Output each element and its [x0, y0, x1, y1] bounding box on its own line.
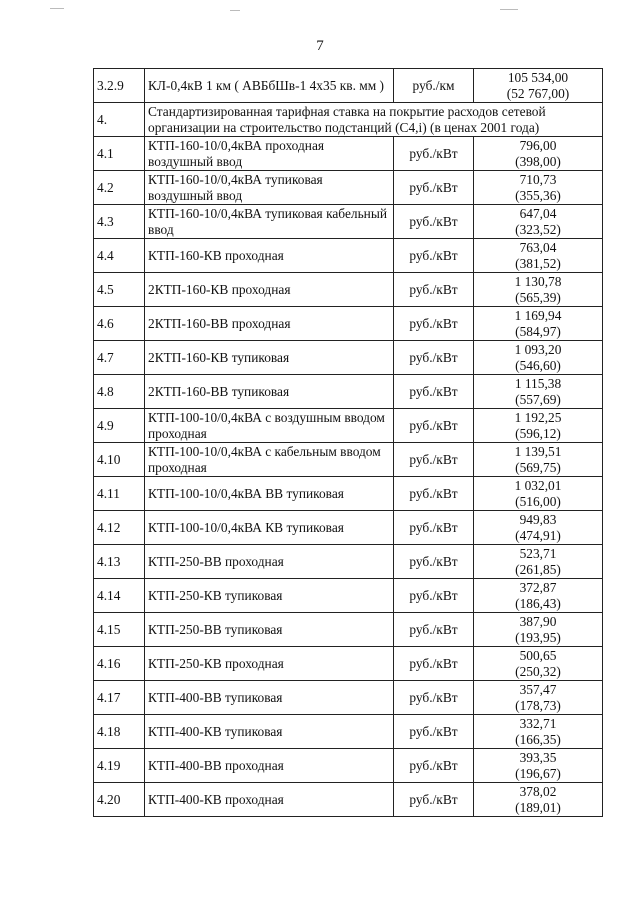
row-number: 4.20	[94, 783, 145, 817]
item-name: КТП-400-КВ проходная	[145, 783, 394, 817]
item-name: 2КТП-160-КВ проходная	[145, 273, 394, 307]
value-cell	[474, 783, 603, 817]
table-row	[94, 205, 603, 239]
unit-cell: руб./кВт	[394, 579, 474, 613]
price-value-alt: (166,35)	[515, 731, 561, 747]
unit-cell: руб./кВт	[394, 375, 474, 409]
row-number: 4.4	[94, 239, 145, 273]
table-row	[94, 375, 603, 409]
item-name: КТП-250-КВ тупиковая	[145, 579, 394, 613]
unit-cell: руб./кВт	[394, 613, 474, 647]
unit-cell: руб./км	[394, 69, 474, 103]
value-cell	[474, 69, 603, 103]
unit-cell: руб./кВт	[394, 205, 474, 239]
scan-speck	[50, 8, 64, 9]
table-row	[94, 443, 603, 477]
price-value: 796,00	[519, 138, 557, 153]
unit-cell: руб./кВт	[394, 783, 474, 817]
scan-speck	[500, 9, 518, 10]
price-value: 387,90	[519, 614, 557, 629]
tariff-table	[93, 68, 603, 817]
price-value: 763,04	[519, 240, 557, 255]
table-row	[94, 307, 603, 341]
table-row	[94, 171, 603, 205]
item-name: КТП-400-ВВ тупиковая	[145, 681, 394, 715]
tariff-table-body	[94, 69, 603, 817]
table-row	[94, 783, 603, 817]
item-name: КТП-250-КВ проходная	[145, 647, 394, 681]
item-name: КТП-100-10/0,4кВА ВВ тупиковая	[145, 477, 394, 511]
price-value-alt: (189,01)	[515, 799, 561, 815]
unit-cell: руб./кВт	[394, 681, 474, 715]
row-number: 4.7	[94, 341, 145, 375]
price-value: 332,71	[519, 716, 557, 731]
table-row	[94, 239, 603, 273]
price-value: 372,87	[519, 580, 557, 595]
unit-cell: руб./кВт	[394, 545, 474, 579]
value-cell	[474, 477, 603, 511]
row-number: 4.18	[94, 715, 145, 749]
row-number: 4.12	[94, 511, 145, 545]
price-value: 1 032,01	[514, 478, 562, 493]
price-value: 1 115,38	[514, 376, 562, 391]
unit-cell: руб./кВт	[394, 477, 474, 511]
item-name: КТП-400-ВВ проходная	[145, 749, 394, 783]
price-value: 378,02	[519, 784, 557, 799]
value-cell	[474, 647, 603, 681]
page-number: 7	[316, 38, 324, 54]
row-number: 4.17	[94, 681, 145, 715]
row-number: 4.15	[94, 613, 145, 647]
item-name: КТП-100-10/0,4кВА с кабельным вводом проходная	[145, 443, 394, 477]
table-row	[94, 341, 603, 375]
price-value-alt: (178,73)	[515, 697, 561, 713]
row-number: 4.1	[94, 137, 145, 171]
price-value-alt: (193,95)	[515, 629, 561, 645]
price-value-alt: (52 767,00)	[506, 85, 570, 101]
scan-speck	[230, 10, 240, 11]
row-number: 4.19	[94, 749, 145, 783]
value-cell	[474, 443, 603, 477]
price-value-alt: (323,52)	[515, 221, 561, 237]
unit-cell: руб./кВт	[394, 443, 474, 477]
unit-cell: руб./кВт	[394, 511, 474, 545]
value-cell	[474, 375, 603, 409]
table-row	[94, 409, 603, 443]
item-name: КТП-160-10/0,4кВА тупиковая воздушный ввод	[145, 171, 394, 205]
price-value-alt: (381,52)	[515, 255, 561, 271]
value-cell	[474, 715, 603, 749]
price-value: 1 192,25	[514, 410, 562, 425]
unit-cell: руб./кВт	[394, 341, 474, 375]
row-number: 3.2.9	[94, 69, 145, 103]
price-value-alt: (398,00)	[515, 153, 561, 169]
value-cell	[474, 613, 603, 647]
price-value: 1 169,94	[514, 308, 562, 323]
row-number: 4.8	[94, 375, 145, 409]
price-value: 1 139,51	[514, 444, 562, 459]
table-row	[94, 613, 603, 647]
row-number: 4.11	[94, 477, 145, 511]
price-value: 949,83	[519, 512, 557, 527]
price-value-alt: (196,67)	[515, 765, 561, 781]
price-value-alt: (516,00)	[515, 493, 561, 509]
table-row	[94, 749, 603, 783]
section-row	[94, 103, 603, 137]
value-cell	[474, 307, 603, 341]
item-name: КТП-100-10/0,4кВА КВ тупиковая	[145, 511, 394, 545]
unit-cell: руб./кВт	[394, 307, 474, 341]
row-number: 4.16	[94, 647, 145, 681]
value-cell	[474, 545, 603, 579]
table-row	[94, 273, 603, 307]
price-value-alt: (565,39)	[515, 289, 561, 305]
price-value: 523,71	[519, 546, 557, 561]
unit-cell: руб./кВт	[394, 273, 474, 307]
price-value: 1 130,78	[514, 274, 562, 289]
price-value-alt: (355,36)	[515, 187, 561, 203]
row-number: 4.3	[94, 205, 145, 239]
item-name: КТП-100-10/0,4кВА с воздушным вводом проходная	[145, 409, 394, 443]
item-name: 2КТП-160-КВ тупиковая	[145, 341, 394, 375]
value-cell	[474, 511, 603, 545]
table-row	[94, 715, 603, 749]
table-row	[94, 477, 603, 511]
unit-cell: руб./кВт	[394, 171, 474, 205]
price-value-alt: (569,75)	[515, 459, 561, 475]
price-value-alt: (186,43)	[515, 595, 561, 611]
price-value-alt: (596,12)	[515, 425, 561, 441]
unit-cell: руб./кВт	[394, 137, 474, 171]
row-number: 4.9	[94, 409, 145, 443]
value-cell	[474, 205, 603, 239]
row-number: 4.6	[94, 307, 145, 341]
item-name: КТП-250-ВВ тупиковая	[145, 613, 394, 647]
section-title: Стандартизированная тарифная ставка на покрытие расходов сетевой организации на строительство подстанций (C4,i) (в ценах 2001 года)	[145, 103, 603, 137]
price-value: 710,73	[519, 172, 557, 187]
value-cell	[474, 137, 603, 171]
price-value: 357,47	[519, 682, 557, 697]
unit-cell: руб./кВт	[394, 715, 474, 749]
row-number: 4.5	[94, 273, 145, 307]
price-value-alt: (584,97)	[515, 323, 561, 339]
row-number: 4.13	[94, 545, 145, 579]
item-name: КТП-160-10/0,4кВА тупиковая кабельный ввод	[145, 205, 394, 239]
price-value-alt: (546,60)	[515, 357, 561, 373]
price-value: 105 534,00	[507, 70, 569, 85]
value-cell	[474, 273, 603, 307]
table-row	[94, 579, 603, 613]
value-cell	[474, 171, 603, 205]
item-name: КТП-160-КВ проходная	[145, 239, 394, 273]
unit-cell: руб./кВт	[394, 749, 474, 783]
value-cell	[474, 579, 603, 613]
item-name: КТП-400-КВ тупиковая	[145, 715, 394, 749]
row-number: 4.10	[94, 443, 145, 477]
price-value: 393,35	[519, 750, 557, 765]
item-name: КТП-160-10/0,4кВА проходная воздушный ввод	[145, 137, 394, 171]
price-value-alt: (250,32)	[515, 663, 561, 679]
unit-cell: руб./кВт	[394, 647, 474, 681]
table-row	[94, 647, 603, 681]
table-row	[94, 69, 603, 103]
value-cell	[474, 409, 603, 443]
price-value-alt: (557,69)	[515, 391, 561, 407]
value-cell	[474, 341, 603, 375]
value-cell	[474, 681, 603, 715]
item-name: 2КТП-160-ВВ тупиковая	[145, 375, 394, 409]
unit-cell: руб./кВт	[394, 409, 474, 443]
item-name: КЛ-0,4кВ 1 км ( АВБбШв-1 4х35 кв. мм )	[145, 69, 394, 103]
price-value-alt: (261,85)	[515, 561, 561, 577]
value-cell	[474, 749, 603, 783]
table-row	[94, 545, 603, 579]
price-value-alt: (474,91)	[515, 527, 561, 543]
value-cell	[474, 239, 603, 273]
row-number: 4.2	[94, 171, 145, 205]
item-name: 2КТП-160-ВВ проходная	[145, 307, 394, 341]
unit-cell: руб./кВт	[394, 239, 474, 273]
price-value: 1 093,20	[514, 342, 562, 357]
row-number: 4.14	[94, 579, 145, 613]
table-row	[94, 137, 603, 171]
price-value: 500,65	[519, 648, 557, 663]
table-row	[94, 681, 603, 715]
item-name: КТП-250-ВВ проходная	[145, 545, 394, 579]
table-row	[94, 511, 603, 545]
row-number: 4.	[94, 103, 145, 137]
price-value: 647,04	[519, 206, 557, 221]
